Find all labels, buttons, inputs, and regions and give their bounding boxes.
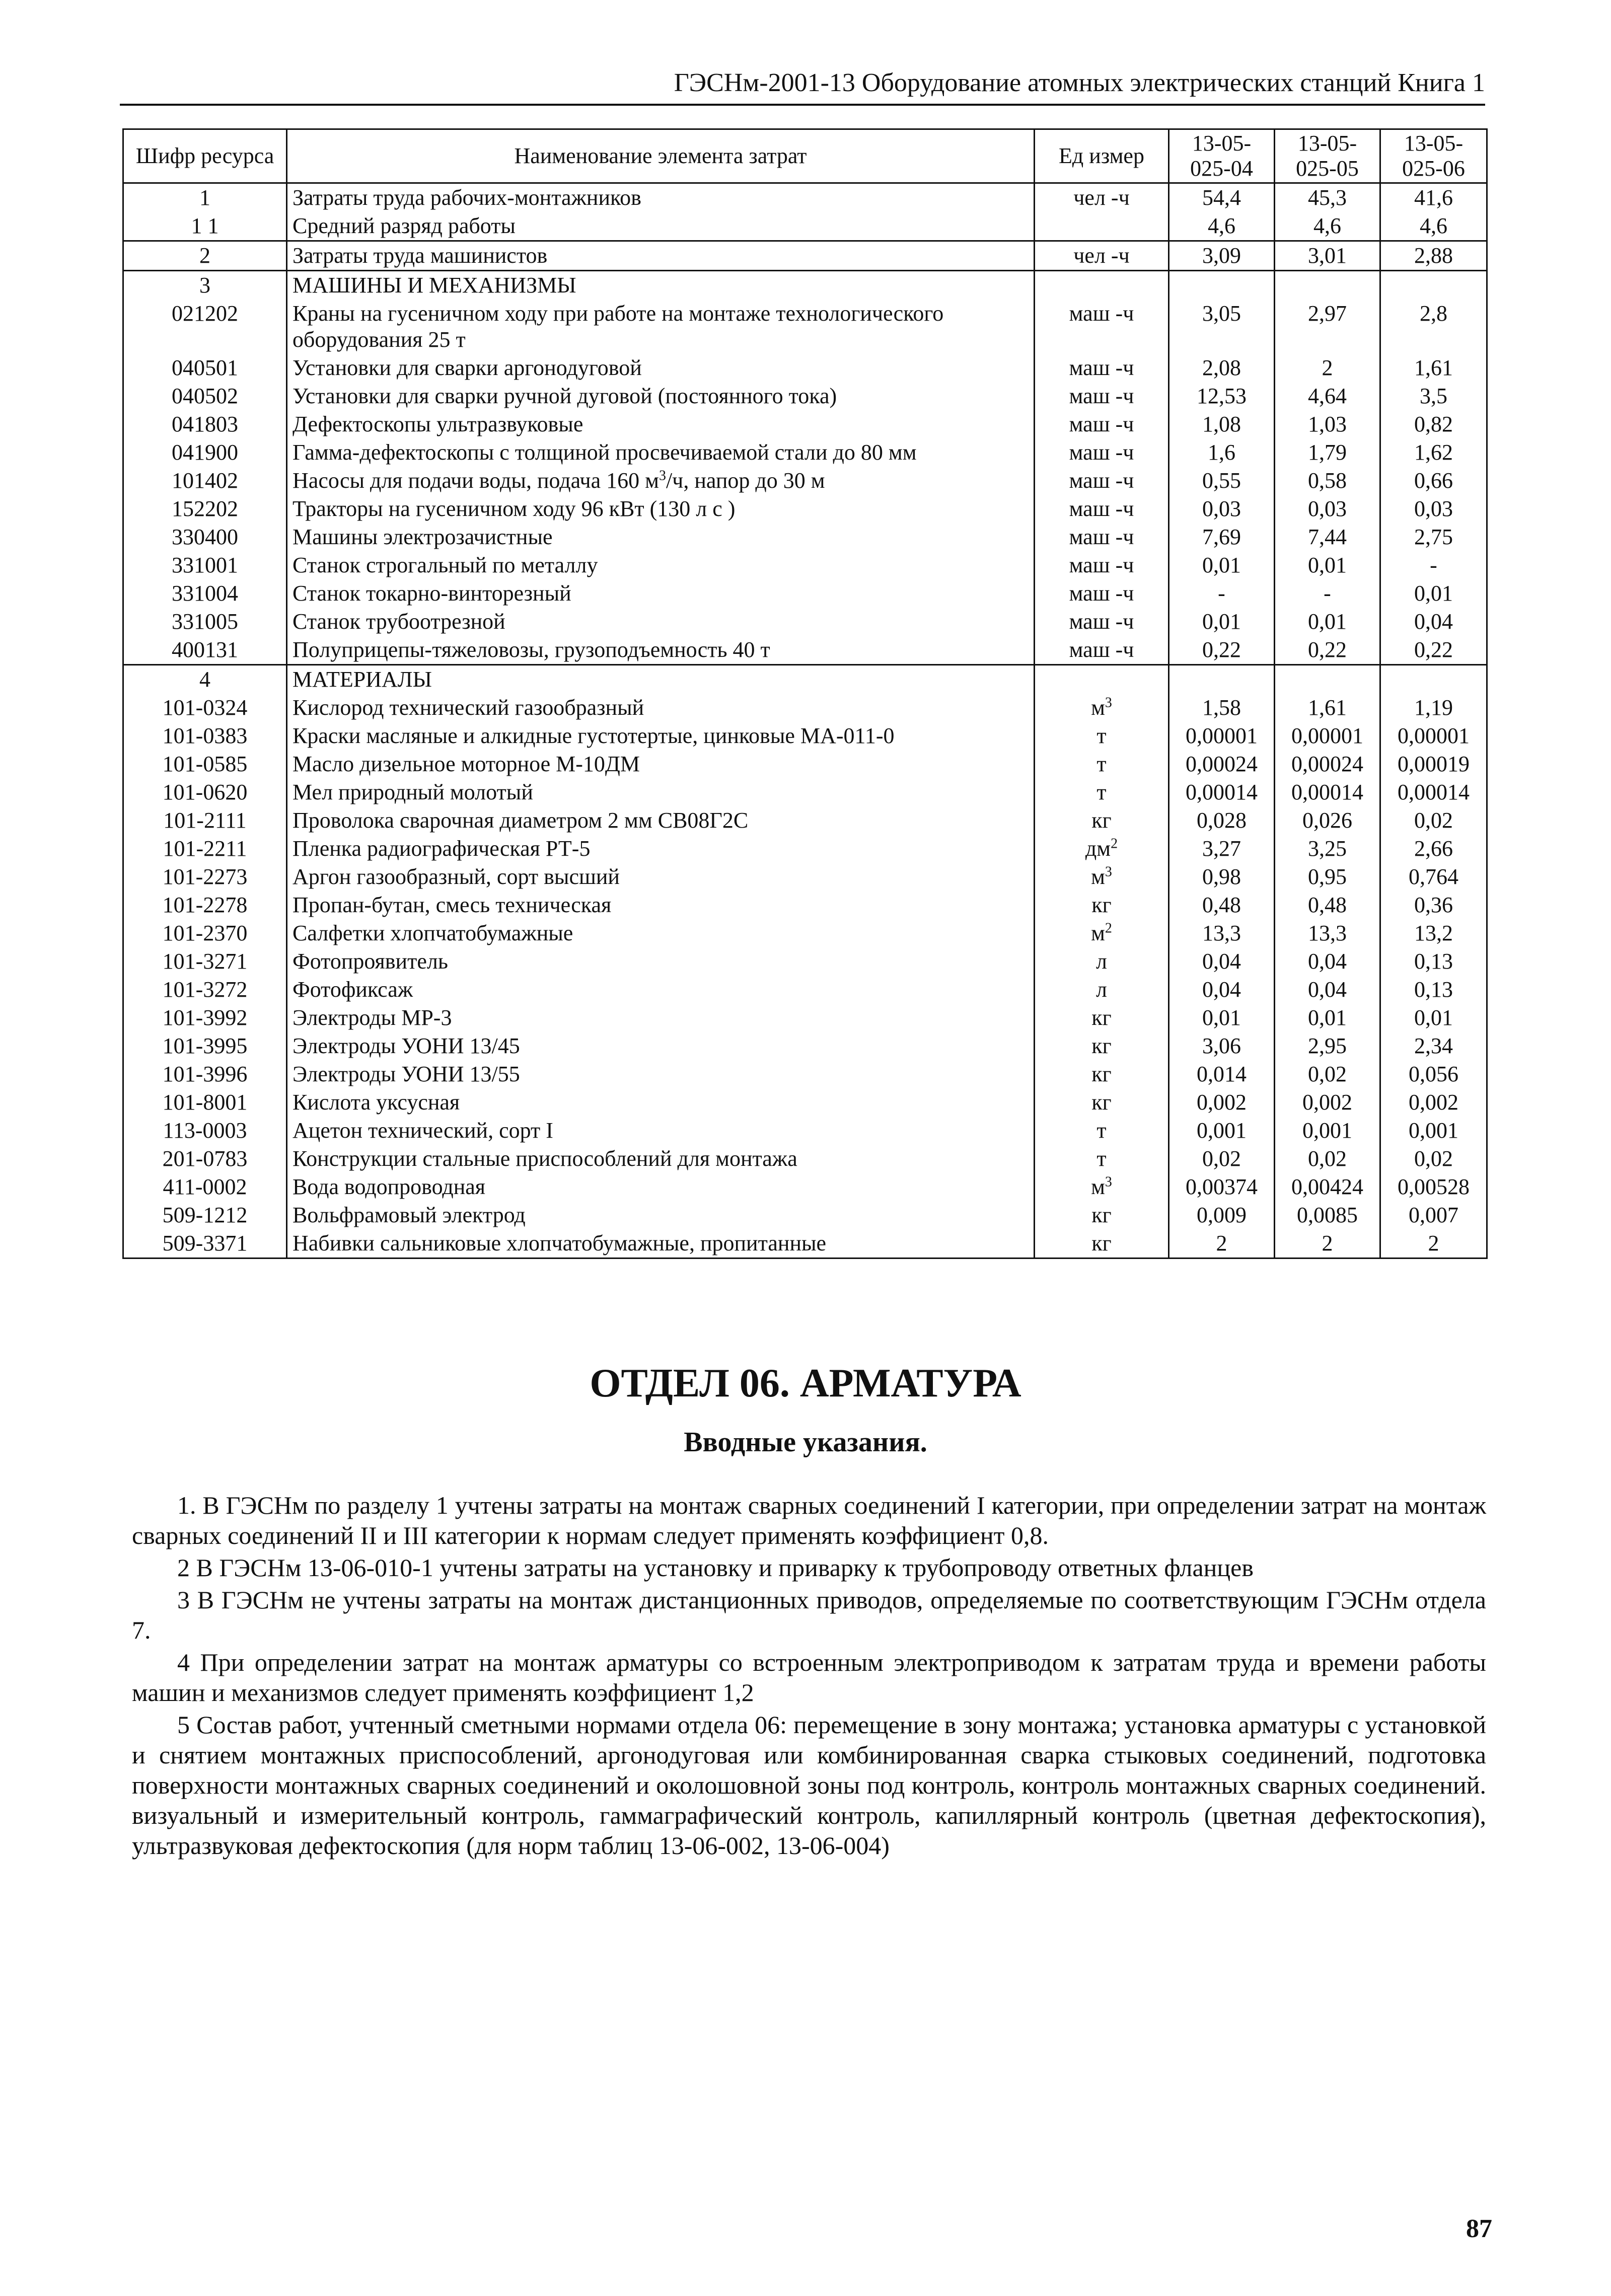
cell-code: 101-0383 bbox=[123, 722, 287, 750]
cell-unit: $дм^2$ bbox=[1035, 835, 1169, 863]
cell-value-025-06: 2 bbox=[1380, 1229, 1487, 1258]
cell-code: 101-8001 bbox=[123, 1088, 287, 1117]
cell-value-025-05: 0,026 bbox=[1275, 806, 1380, 835]
col-header-top: 13-05- bbox=[1404, 131, 1463, 156]
cell-name: Набивки сальниковые хлопчатобумажные, пропитанные bbox=[287, 1229, 1035, 1258]
cell-value-025-05: 0,02 bbox=[1275, 1145, 1380, 1173]
cell-name: Затраты труда машинистов bbox=[287, 241, 1035, 271]
cell-unit: чел -ч bbox=[1035, 241, 1169, 271]
cell-value-025-05: 2 bbox=[1275, 1229, 1380, 1258]
cell-value-025-05: 3,25 bbox=[1275, 835, 1380, 863]
table-body bbox=[123, 183, 1487, 1258]
cell-value-025-05 bbox=[1275, 271, 1380, 300]
cell-value-025-04: 0,98 bbox=[1169, 863, 1275, 891]
cell-value-025-06: 0,66 bbox=[1380, 467, 1487, 495]
cell-unit: кг bbox=[1035, 1060, 1169, 1088]
cell-value-025-05: 0,0085 bbox=[1275, 1201, 1380, 1229]
cell-code: 113-0003 bbox=[123, 1117, 287, 1145]
cell-unit: маш -ч bbox=[1035, 579, 1169, 608]
cell-name: Фотопроявитель bbox=[287, 947, 1035, 976]
cell-code: 2 bbox=[123, 241, 287, 271]
col-header-top: 13-05- bbox=[1192, 131, 1252, 156]
cell-value-025-06: 0,00019 bbox=[1380, 750, 1487, 778]
cell-code: 101-2278 bbox=[123, 891, 287, 919]
cell-unit: маш -ч bbox=[1035, 636, 1169, 665]
cell-name: Конструкции стальные приспособлений для монтажа bbox=[287, 1145, 1035, 1173]
cell-value-025-06: 3,5 bbox=[1380, 382, 1487, 410]
cell-value-025-04: 0,55 bbox=[1169, 467, 1275, 495]
cell-value-025-05: 0,00014 bbox=[1275, 778, 1380, 806]
cell-value-025-05: 0,00024 bbox=[1275, 750, 1380, 778]
cell-name: Станок токарно-винторезный bbox=[287, 579, 1035, 608]
table-head bbox=[123, 129, 1487, 183]
cell-name: Фотофиксаж bbox=[287, 976, 1035, 1004]
cell-name: Кислота уксусная bbox=[287, 1088, 1035, 1117]
cell-value-025-04: 1,58 bbox=[1169, 694, 1275, 722]
table-row bbox=[123, 1145, 1487, 1173]
cell-value-025-04: 1,08 bbox=[1169, 410, 1275, 438]
cell-value-025-05 bbox=[1275, 665, 1380, 694]
table-row bbox=[123, 467, 1487, 495]
cell-value-025-05: 4,6 bbox=[1275, 212, 1380, 241]
table-row bbox=[123, 919, 1487, 947]
cell-unit: т bbox=[1035, 1117, 1169, 1145]
cell-code: 400131 bbox=[123, 636, 287, 665]
cell-code: 1 bbox=[123, 183, 287, 212]
cell-value-025-06: 0,00001 bbox=[1380, 722, 1487, 750]
cell-code: 041900 bbox=[123, 438, 287, 467]
cell-value-025-04: 3,09 bbox=[1169, 241, 1275, 271]
cell-value-025-06: 0,13 bbox=[1380, 976, 1487, 1004]
table-row bbox=[123, 608, 1487, 636]
cell-value-025-05: 7,44 bbox=[1275, 523, 1380, 551]
cell-unit: т bbox=[1035, 750, 1169, 778]
table-row bbox=[123, 722, 1487, 750]
cell-value-025-05: 1,79 bbox=[1275, 438, 1380, 467]
cell-name: Аргон газообразный, сорт высший bbox=[287, 863, 1035, 891]
table-row bbox=[123, 1201, 1487, 1229]
cell-value-025-04: 0,009 bbox=[1169, 1201, 1275, 1229]
cell-code: 101402 bbox=[123, 467, 287, 495]
cell-code: 101-2111 bbox=[123, 806, 287, 835]
section-subtitle: Вводные указания. bbox=[684, 1427, 927, 1458]
page-number: 87 bbox=[1466, 2214, 1492, 2243]
cell-value-025-04: 54,4 bbox=[1169, 183, 1275, 212]
cell-code: 021202 bbox=[123, 300, 287, 354]
table-row bbox=[123, 579, 1487, 608]
table-row bbox=[123, 1088, 1487, 1117]
cell-name: Установки для сварки ручной дуговой (постоянного тока) bbox=[287, 382, 1035, 410]
cell-value-025-04: 0,03 bbox=[1169, 495, 1275, 523]
cell-code: 040502 bbox=[123, 382, 287, 410]
cell-value-025-04 bbox=[1169, 665, 1275, 694]
resource-table bbox=[122, 128, 1488, 1259]
cell-name: Кислород технический газообразный bbox=[287, 694, 1035, 722]
cell-value-025-05: 0,95 bbox=[1275, 863, 1380, 891]
cell-code: 152202 bbox=[123, 495, 287, 523]
cell-value-025-04: 12,53 bbox=[1169, 382, 1275, 410]
cell-value-025-04: 3,27 bbox=[1169, 835, 1275, 863]
cell-code: 101-3271 bbox=[123, 947, 287, 976]
cell-value-025-06: 2,75 bbox=[1380, 523, 1487, 551]
col-header-13-05-025-06 bbox=[1380, 129, 1487, 183]
cell-code: 331005 bbox=[123, 608, 287, 636]
table-row bbox=[123, 636, 1487, 665]
cell-unit: маш -ч bbox=[1035, 467, 1169, 495]
cell-value-025-04: 0,002 bbox=[1169, 1088, 1275, 1117]
table-row bbox=[123, 891, 1487, 919]
cell-value-025-05: 2 bbox=[1275, 354, 1380, 382]
cell-unit bbox=[1035, 271, 1169, 300]
cell-value-025-06: 0,03 bbox=[1380, 495, 1487, 523]
cell-unit: кг bbox=[1035, 1004, 1169, 1032]
cell-name: Краски масляные и алкидные густотертые, цинковые МА-011-0 bbox=[287, 722, 1035, 750]
cell-unit: маш -ч bbox=[1035, 354, 1169, 382]
cell-code: 101-3992 bbox=[123, 1004, 287, 1032]
cell-value-025-06: 2,66 bbox=[1380, 835, 1487, 863]
cell-name: Станок строгальный по металлу bbox=[287, 551, 1035, 579]
cell-name: Полуприцепы-тяжеловозы, грузоподъемность 40 т bbox=[287, 636, 1035, 665]
cell-value-025-05: 0,02 bbox=[1275, 1060, 1380, 1088]
cell-code: 331001 bbox=[123, 551, 287, 579]
cell-unit: маш -ч bbox=[1035, 300, 1169, 354]
col-header-code: Шифр ресурса bbox=[123, 129, 287, 183]
col-header-bottom: 025-05 bbox=[1296, 156, 1359, 181]
cell-value-025-05: 0,001 bbox=[1275, 1117, 1380, 1145]
cell-value-025-06: 1,62 bbox=[1380, 438, 1487, 467]
cell-code: 101-2370 bbox=[123, 919, 287, 947]
cell-value-025-05: 1,03 bbox=[1275, 410, 1380, 438]
table-row bbox=[123, 1117, 1487, 1145]
cell-unit: л bbox=[1035, 947, 1169, 976]
cell-unit: л bbox=[1035, 976, 1169, 1004]
col-header-unit: Ед измер bbox=[1035, 129, 1169, 183]
cell-value-025-06: 0,00528 bbox=[1380, 1173, 1487, 1201]
table-row bbox=[123, 750, 1487, 778]
cell-value-025-06: 0,056 bbox=[1380, 1060, 1487, 1088]
cell-name: Салфетки хлопчатобумажные bbox=[287, 919, 1035, 947]
note-paragraph: 5 Состав работ, учтенный сметными нормами отдела 06: перемещение в зону монтажа; установка арматуры с установкой и снятием монтажных приспособлений, аргонодуговая или комбинированная сварка стыковых соединений, подготовка поверхности монтажных сварных соединений и околошовной зоны под контроль, контроль монтажных сварных соединений. визуальный и измерительный контроль, гаммаграфический контроль, капиллярный контроль (цветная дефектоскопия), ультразвуковая дефектоскопия (для норм таблиц 13-06-002, 13-06-004) bbox=[132, 1711, 1486, 1860]
cell-code: 101-0620 bbox=[123, 778, 287, 806]
cell-value-025-04: 3,05 bbox=[1169, 300, 1275, 354]
table-row bbox=[123, 778, 1487, 806]
cell-unit: маш -ч bbox=[1035, 523, 1169, 551]
cell-unit bbox=[1035, 212, 1169, 241]
cell-value-025-04: 3,06 bbox=[1169, 1032, 1275, 1060]
cell-name: Краны на гусеничном ходу при работе на монтаже технологического оборудования 25 т bbox=[287, 300, 1035, 354]
cell-name: Установки для сварки аргонодуговой bbox=[287, 354, 1035, 382]
table-row bbox=[123, 976, 1487, 1004]
note-paragraph: 2 В ГЭСНм 13-06-010-1 учтены затраты на установку и приварку к трубопроводу ответных фланцев bbox=[177, 1553, 1254, 1582]
cell-value-025-05: 1,61 bbox=[1275, 694, 1380, 722]
cell-code: 4 bbox=[123, 665, 287, 694]
cell-value-025-04: 0,04 bbox=[1169, 976, 1275, 1004]
cell-unit: кг bbox=[1035, 1201, 1169, 1229]
cell-name: Тракторы на гусеничном ходу 96 кВт (130 л с ) bbox=[287, 495, 1035, 523]
note-paragraph: 4 При определении затрат на монтаж арматуры со встроенным электроприводом к затратам труда и времени работы машин и механизмов следует применять коэффициент 1,2 bbox=[132, 1648, 1486, 1707]
table-row bbox=[123, 438, 1487, 467]
table-row bbox=[123, 665, 1487, 694]
cell-name: Электроды МР-3 bbox=[287, 1004, 1035, 1032]
cell-value-025-04: 0,01 bbox=[1169, 608, 1275, 636]
cell-value-025-06: 0,13 bbox=[1380, 947, 1487, 976]
cell-value-025-04: 0,04 bbox=[1169, 947, 1275, 976]
cell-name: Машины электрозачистные bbox=[287, 523, 1035, 551]
table-row bbox=[123, 1173, 1487, 1201]
intro-notes bbox=[132, 1490, 1486, 1863]
cell-value-025-04: 0,00374 bbox=[1169, 1173, 1275, 1201]
cell-unit: кг bbox=[1035, 1032, 1169, 1060]
table-row bbox=[123, 1060, 1487, 1088]
cell-unit: маш -ч bbox=[1035, 608, 1169, 636]
cell-name: Масло дизельное моторное М-10ДМ bbox=[287, 750, 1035, 778]
cell-code: 330400 bbox=[123, 523, 287, 551]
cell-value-025-06: 0,01 bbox=[1380, 1004, 1487, 1032]
section-heading: МАТЕРИАЛЫ bbox=[287, 665, 1035, 694]
table-row bbox=[123, 863, 1487, 891]
cell-unit: т bbox=[1035, 778, 1169, 806]
col-header-bottom: 025-06 bbox=[1402, 156, 1465, 181]
cell-unit: т bbox=[1035, 722, 1169, 750]
section-title: ОТДЕЛ 06. АРМАТУРА bbox=[590, 1361, 1021, 1405]
cell-value-025-06 bbox=[1380, 665, 1487, 694]
cell-value-025-05: 0,00001 bbox=[1275, 722, 1380, 750]
cell-value-025-04: 13,3 bbox=[1169, 919, 1275, 947]
cell-unit: т bbox=[1035, 1145, 1169, 1173]
cell-value-025-06: 2,88 bbox=[1380, 241, 1487, 271]
cell-unit: $м^3$ bbox=[1035, 1173, 1169, 1201]
table-row bbox=[123, 1004, 1487, 1032]
cell-code: 101-0585 bbox=[123, 750, 287, 778]
cell-value-025-06: 2,34 bbox=[1380, 1032, 1487, 1060]
cell-code: 509-1212 bbox=[123, 1201, 287, 1229]
note-paragraph: 1. В ГЭСНм по разделу 1 учтены затраты на монтаж сварных соединений I категории, при определении затрат на монтаж сварных соединений II и III категории к нормам следует применять коэффициент 0,8. bbox=[132, 1491, 1486, 1549]
cell-unit: маш -ч bbox=[1035, 551, 1169, 579]
cell-code: 101-2211 bbox=[123, 835, 287, 863]
cell-value-025-04: 0,00014 bbox=[1169, 778, 1275, 806]
cell-name: Пленка радиографическая РТ-5 bbox=[287, 835, 1035, 863]
table-row bbox=[123, 551, 1487, 579]
cell-value-025-06: 1,61 bbox=[1380, 354, 1487, 382]
cell-name: Станок трубоотрезной bbox=[287, 608, 1035, 636]
section-heading: МАШИНЫ И МЕХАНИЗМЫ bbox=[287, 271, 1035, 300]
cell-value-025-05: 0,22 bbox=[1275, 636, 1380, 665]
cell-unit bbox=[1035, 665, 1169, 694]
cell-value-025-05: 0,03 bbox=[1275, 495, 1380, 523]
cell-name: Мел природный молотый bbox=[287, 778, 1035, 806]
cell-value-025-04: 0,00001 bbox=[1169, 722, 1275, 750]
cell-value-025-06: 0,764 bbox=[1380, 863, 1487, 891]
cell-value-025-04: 1,6 bbox=[1169, 438, 1275, 467]
cell-code: 1 1 bbox=[123, 212, 287, 241]
cell-value-025-04: 0,48 bbox=[1169, 891, 1275, 919]
col-header-13-05-025-05 bbox=[1275, 129, 1380, 183]
cell-value-025-05: 3,01 bbox=[1275, 241, 1380, 271]
table-row bbox=[123, 694, 1487, 722]
table-row bbox=[123, 410, 1487, 438]
cell-code: 041803 bbox=[123, 410, 287, 438]
cell-value-025-06: 0,002 bbox=[1380, 1088, 1487, 1117]
cell-code: 509-3371 bbox=[123, 1229, 287, 1258]
col-header-top: 13-05- bbox=[1297, 131, 1357, 156]
cell-value-025-05: - bbox=[1275, 579, 1380, 608]
table-header-row bbox=[123, 129, 1487, 183]
cell-name: Вода водопроводная bbox=[287, 1173, 1035, 1201]
cell-value-025-04: 0,00024 bbox=[1169, 750, 1275, 778]
cell-name: Дефектоскопы ультразвуковые bbox=[287, 410, 1035, 438]
cell-value-025-06: 1,19 bbox=[1380, 694, 1487, 722]
cell-code: 3 bbox=[123, 271, 287, 300]
cell-code: 101-3272 bbox=[123, 976, 287, 1004]
cell-value-025-06 bbox=[1380, 271, 1487, 300]
cell-value-025-06: 0,82 bbox=[1380, 410, 1487, 438]
cell-value-025-06: 2,8 bbox=[1380, 300, 1487, 354]
cell-unit: кг bbox=[1035, 1229, 1169, 1258]
table-row bbox=[123, 241, 1487, 271]
cell-unit: $м^3$ bbox=[1035, 863, 1169, 891]
cell-code: 101-3996 bbox=[123, 1060, 287, 1088]
cell-name: Пропан-бутан, смесь техническая bbox=[287, 891, 1035, 919]
table-row bbox=[123, 835, 1487, 863]
cell-name: Электроды УОНИ 13/45 bbox=[287, 1032, 1035, 1060]
cell-value-025-05: 0,04 bbox=[1275, 976, 1380, 1004]
cell-value-025-06: 0,007 bbox=[1380, 1201, 1487, 1229]
col-header-13-05-025-04 bbox=[1169, 129, 1275, 183]
cell-value-025-05: 2,97 bbox=[1275, 300, 1380, 354]
table-row bbox=[123, 382, 1487, 410]
table-row bbox=[123, 1229, 1487, 1258]
cell-code: 040501 bbox=[123, 354, 287, 382]
cell-value-025-06: 4,6 bbox=[1380, 212, 1487, 241]
cell-unit: чел -ч bbox=[1035, 183, 1169, 212]
table-row bbox=[123, 806, 1487, 835]
cell-value-025-06: - bbox=[1380, 551, 1487, 579]
cell-value-025-04: 4,6 bbox=[1169, 212, 1275, 241]
table-row bbox=[123, 183, 1487, 212]
cell-value-025-04: 2,08 bbox=[1169, 354, 1275, 382]
cell-unit: маш -ч bbox=[1035, 410, 1169, 438]
cell-value-025-06: 0,001 bbox=[1380, 1117, 1487, 1145]
cell-code: 101-2273 bbox=[123, 863, 287, 891]
cell-value-025-04: 2 bbox=[1169, 1229, 1275, 1258]
note-paragraph: 3 В ГЭСНм не учтены затраты на монтаж дистанционных приводов, определяемые по соответствующим ГЭСНм отдела 7. bbox=[132, 1586, 1486, 1644]
cell-value-025-05: 13,3 bbox=[1275, 919, 1380, 947]
cell-name: Вольфрамовый электрод bbox=[287, 1201, 1035, 1229]
cell-value-025-04 bbox=[1169, 271, 1275, 300]
cell-value-025-05: 0,002 bbox=[1275, 1088, 1380, 1117]
cell-value-025-06: 0,36 bbox=[1380, 891, 1487, 919]
table-row bbox=[123, 271, 1487, 300]
cell-value-025-06: 13,2 bbox=[1380, 919, 1487, 947]
cell-name: Ацетон технический, сорт I bbox=[287, 1117, 1035, 1145]
cell-unit: маш -ч bbox=[1035, 382, 1169, 410]
table-row bbox=[123, 1032, 1487, 1060]
cell-value-025-04: 0,02 bbox=[1169, 1145, 1275, 1173]
cell-value-025-04: - bbox=[1169, 579, 1275, 608]
cell-value-025-06: 0,00014 bbox=[1380, 778, 1487, 806]
cell-value-025-04: 0,01 bbox=[1169, 551, 1275, 579]
cell-code: 101-3995 bbox=[123, 1032, 287, 1060]
cell-unit: маш -ч bbox=[1035, 438, 1169, 467]
cell-unit: маш -ч bbox=[1035, 495, 1169, 523]
cell-name: Средний разряд работы bbox=[287, 212, 1035, 241]
cell-value-025-04: 0,014 bbox=[1169, 1060, 1275, 1088]
cell-name: Гамма-дефектоскопы с толщиной просвечиваемой стали до 80 мм bbox=[287, 438, 1035, 467]
cell-code: 411-0002 bbox=[123, 1173, 287, 1201]
cell-value-025-05: 0,00424 bbox=[1275, 1173, 1380, 1201]
cell-value-025-05: 0,48 bbox=[1275, 891, 1380, 919]
table-row bbox=[123, 212, 1487, 241]
cell-value-025-06: 0,22 bbox=[1380, 636, 1487, 665]
table-row bbox=[123, 947, 1487, 976]
cell-value-025-05: 0,58 bbox=[1275, 467, 1380, 495]
cell-name: Проволока сварочная диаметром 2 мм СВ08Г2С bbox=[287, 806, 1035, 835]
cell-value-025-05: 0,01 bbox=[1275, 1004, 1380, 1032]
cell-unit: $м^3$ bbox=[1035, 694, 1169, 722]
cell-value-025-06: 41,6 bbox=[1380, 183, 1487, 212]
cell-value-025-04: 0,22 bbox=[1169, 636, 1275, 665]
table-row bbox=[123, 354, 1487, 382]
cell-value-025-06: 0,04 bbox=[1380, 608, 1487, 636]
col-header-bottom: 025-04 bbox=[1190, 156, 1253, 181]
cell-value-025-06: 0,02 bbox=[1380, 806, 1487, 835]
cell-value-025-06: 0,02 bbox=[1380, 1145, 1487, 1173]
cell-value-025-04: 0,028 bbox=[1169, 806, 1275, 835]
cell-value-025-04: 7,69 bbox=[1169, 523, 1275, 551]
cell-name: Электроды УОНИ 13/55 bbox=[287, 1060, 1035, 1088]
cell-unit: кг bbox=[1035, 1088, 1169, 1117]
cell-value-025-06: 0,01 bbox=[1380, 579, 1487, 608]
cell-value-025-05: 2,95 bbox=[1275, 1032, 1380, 1060]
cell-code: 101-0324 bbox=[123, 694, 287, 722]
cell-value-025-04: 0,01 bbox=[1169, 1004, 1275, 1032]
table-row bbox=[123, 300, 1487, 354]
cell-value-025-05: 0,01 bbox=[1275, 608, 1380, 636]
header-title: ГЭСНм-2001-13 Оборудование атомных электрических станций Книга 1 bbox=[674, 68, 1485, 97]
cell-unit: кг bbox=[1035, 806, 1169, 835]
cell-value-025-05: 0,04 bbox=[1275, 947, 1380, 976]
cell-unit: $м^2$ bbox=[1035, 919, 1169, 947]
cell-value-025-05: 0,01 bbox=[1275, 551, 1380, 579]
cell-value-025-05: 4,64 bbox=[1275, 382, 1380, 410]
table-row bbox=[123, 495, 1487, 523]
cell-code: 331004 bbox=[123, 579, 287, 608]
cell-name: Насосы для подачи воды, подача 160 $м^3/ч$, напор до 30 м bbox=[287, 467, 1035, 495]
cell-name: Затраты труда рабочих-монтажников bbox=[287, 183, 1035, 212]
table-row bbox=[123, 523, 1487, 551]
cell-value-025-05: 45,3 bbox=[1275, 183, 1380, 212]
cell-value-025-04: 0,001 bbox=[1169, 1117, 1275, 1145]
page-header bbox=[120, 64, 1485, 106]
cell-code: 201-0783 bbox=[123, 1145, 287, 1173]
cell-unit: кг bbox=[1035, 891, 1169, 919]
col-header-name: Наименование элемента затрат bbox=[287, 129, 1035, 183]
